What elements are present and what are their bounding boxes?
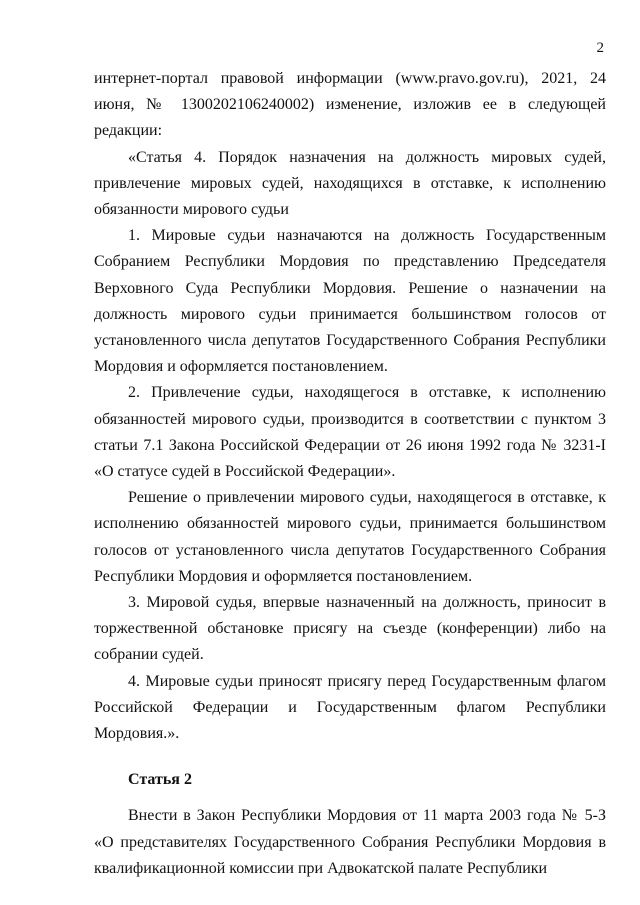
- paragraph-article-2-text: Внести в Закон Республики Мордовия от 11 марта 2003 года № 5-З «О представителях Государственного Собрания Республики Мордовия в квалификационной комиссии при Адвокатской палате Республики: [94, 807, 606, 877]
- paragraph-item-4: 4. Мировые судьи приносят присягу перед Государственным флагом Российской Федерации и Государственным флагом Республики Мордовия.».: [94, 672, 606, 743]
- paragraph-item-1: 1. Мировые судьи назначаются на должность Государственным Собранием Республики Мордовия по представлению Председателя Верховного Суда Республики Мордовия. Решение о назначении на должность мирового судьи принимается большинством голосов от установленного числа депутатов Государственного Собрания Республики Мордовия и оформляется постановлением.: [94, 227, 606, 376]
- page-number: 2: [596, 40, 604, 56]
- paragraph-item-3: 3. Мировой судья, впервые назначенный на должность, приносит в торжественной обстановке присягу на съезде (конференции) либо на собрании судей.: [94, 594, 606, 664]
- paragraph-article4-title: «Статья 4. Порядок назначения на должность мировых судей, привлечение мировых судей, находящихся в отставке, к исполнению обязанности мирового судьи: [94, 148, 606, 219]
- paragraph-decision: Решение о привлечении мирового судьи, находящегося в отставке, к исполнению обязанностей мирового судьи, принимается большинством голосов от установленного числа депутатов Государственного Собрания Республики Мордовия и оформляется постановлением.: [94, 489, 606, 585]
- paragraph-item-2: 2. Привлечение судьи, находящегося в отставке, к исполнению обязанностей мирового судьи, производится в соответствии с пунктом 3 статьи 7.1 Закона Российской Федерации от 26 июня 1992 года № 3231-I «О статусе судей в Российской Федерации».: [94, 384, 606, 481]
- document-body: [94, 66, 606, 882]
- paragraph-intro: интернет-портал правовой информации (www.pravo.gov.ru), 2021, 24 июня, № 1300202106240002) изменение, изложив ее в следующей редакции:: [94, 70, 606, 140]
- article-2-heading: Статья 2: [128, 771, 192, 789]
